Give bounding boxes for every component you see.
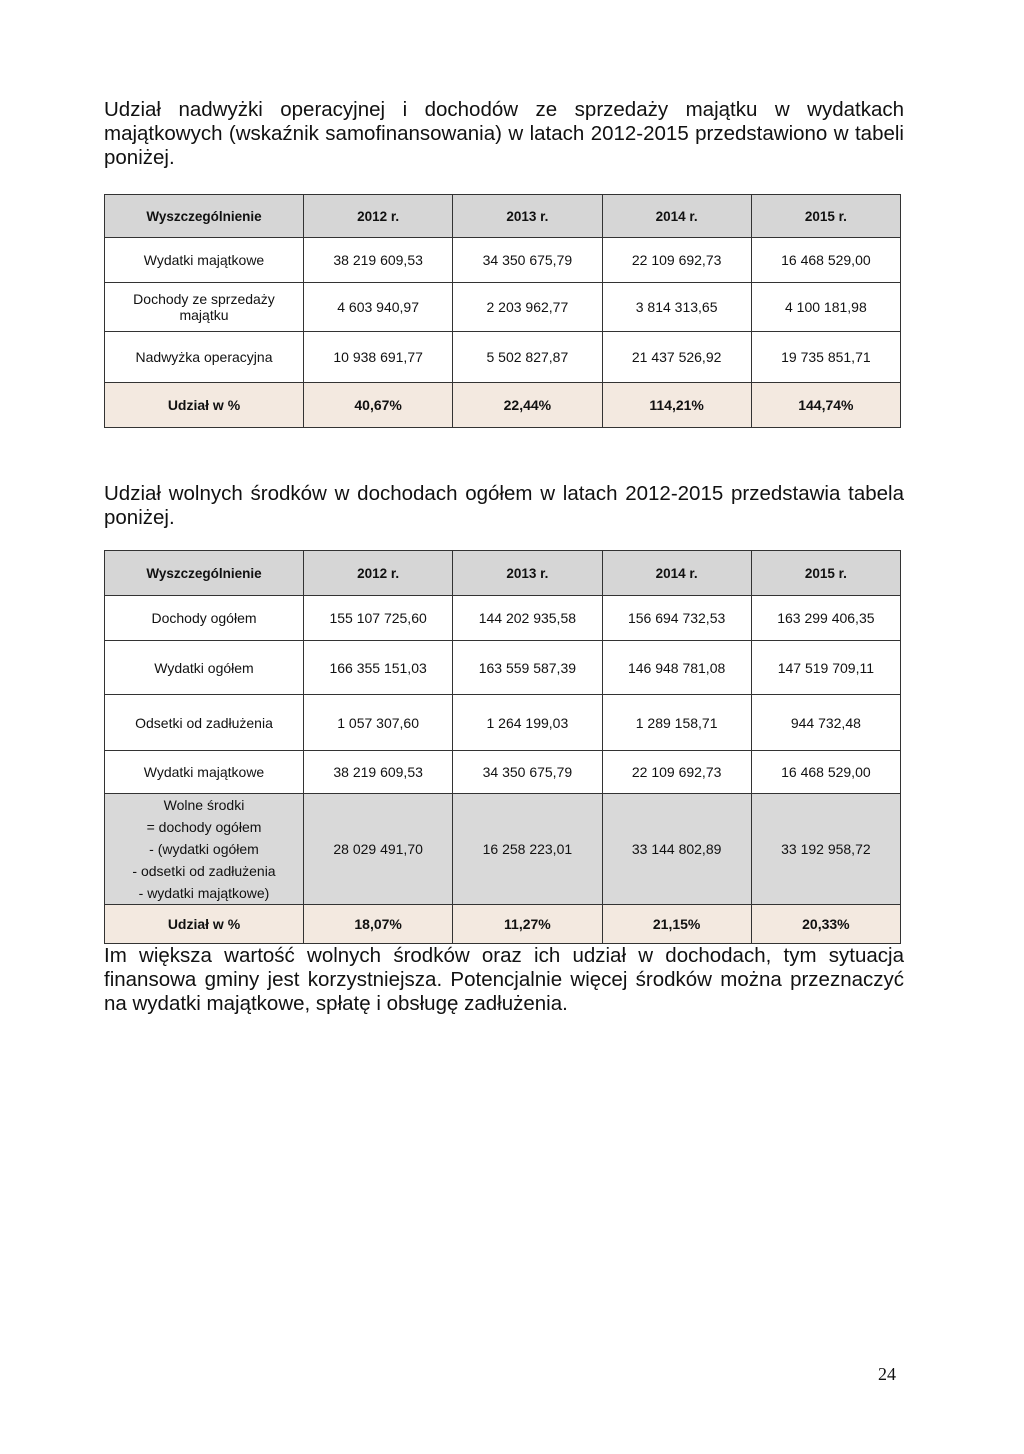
value-cell: 21 437 526,92 xyxy=(602,332,751,383)
share-row xyxy=(105,905,901,944)
value-cell: 1 289 158,71 xyxy=(602,695,751,751)
value-cell: 944 732,48 xyxy=(751,695,900,751)
table-row xyxy=(105,596,901,641)
page-number: 24 xyxy=(878,1364,896,1384)
header-cell: 2015 r. xyxy=(751,551,900,596)
value-cell: 34 350 675,79 xyxy=(453,751,602,794)
share-value: 21,15% xyxy=(602,905,751,944)
row-label: Dochody ze sprzedaży majątku xyxy=(105,283,304,332)
table-row xyxy=(105,751,901,794)
row-label: Wydatki majątkowe xyxy=(105,751,304,794)
header-cell: Wyszczególnienie xyxy=(105,551,304,596)
share-value: 18,07% xyxy=(304,905,453,944)
row-label: Wydatki ogółem xyxy=(105,641,304,695)
value-cell: 1 057 307,60 xyxy=(304,695,453,751)
value-cell: 3 814 313,65 xyxy=(602,283,751,332)
value-cell: 146 948 781,08 xyxy=(602,641,751,695)
value-cell: 38 219 609,53 xyxy=(304,238,453,283)
value-cell: 156 694 732,53 xyxy=(602,596,751,641)
header-cell: 2015 r. xyxy=(751,195,900,238)
table-row xyxy=(105,238,901,283)
header-cell: 2013 r. xyxy=(453,195,602,238)
table-row xyxy=(105,641,901,695)
value-cell: 10 938 691,77 xyxy=(304,332,453,383)
value-cell: 163 299 406,35 xyxy=(751,596,900,641)
value-cell: 34 350 675,79 xyxy=(453,238,602,283)
value-cell: 22 109 692,73 xyxy=(602,238,751,283)
share-value: 114,21% xyxy=(602,383,751,428)
value-cell: 4 100 181,98 xyxy=(751,283,900,332)
share-label: Udział w % xyxy=(105,905,304,944)
table-header-row xyxy=(105,551,901,596)
share-value: 144,74% xyxy=(751,383,900,428)
value-cell: 38 219 609,53 xyxy=(304,751,453,794)
table-row xyxy=(105,332,901,383)
value-cell: 19 735 851,71 xyxy=(751,332,900,383)
share-label: Udział w % xyxy=(105,383,304,428)
value-cell: 1 264 199,03 xyxy=(453,695,602,751)
header-cell: 2014 r. xyxy=(602,195,751,238)
value-cell: 5 502 827,87 xyxy=(453,332,602,383)
value-cell: 28 029 491,70 xyxy=(304,794,453,905)
header-cell: 2012 r. xyxy=(304,195,453,238)
row-label: Wydatki majątkowe xyxy=(105,238,304,283)
free-funds-table xyxy=(104,550,901,944)
self-financing-table xyxy=(104,194,901,428)
row-label: Nadwyżka operacyjna xyxy=(105,332,304,383)
value-cell: 16 258 223,01 xyxy=(453,794,602,905)
share-value: 11,27% xyxy=(453,905,602,944)
value-cell: 33 144 802,89 xyxy=(602,794,751,905)
value-cell: 16 468 529,00 xyxy=(751,238,900,283)
value-cell: 144 202 935,58 xyxy=(453,596,602,641)
header-cell: 2012 r. xyxy=(304,551,453,596)
value-cell: 155 107 725,60 xyxy=(304,596,453,641)
value-cell: 4 603 940,97 xyxy=(304,283,453,332)
share-value: 20,33% xyxy=(751,905,900,944)
table-row xyxy=(105,283,901,332)
share-value: 40,67% xyxy=(304,383,453,428)
header-cell: Wyszczególnienie xyxy=(105,195,304,238)
value-cell: 2 203 962,77 xyxy=(453,283,602,332)
intro-paragraph-table1: Udział nadwyżki operacyjnej i dochodów ze sprzedaży majątku w wydatkach majątkowych (wskaźnik samofinansowania) w latach 2012-2015 przedstawiono w tabeli poniżej. xyxy=(104,98,904,169)
share-value: 22,44% xyxy=(453,383,602,428)
value-cell: 22 109 692,73 xyxy=(602,751,751,794)
value-cell: 33 192 958,72 xyxy=(751,794,900,905)
conclusion-paragraph: Im większa wartość wolnych środków oraz ich udział w dochodach, tym sytuacja finansowa gminy jest korzystniejsza. Potencjalnie więcej środków można przeznaczyć na wydatki majątkowe, spłatę i obsługę zadłużenia. xyxy=(104,944,904,1015)
header-cell: 2013 r. xyxy=(453,551,602,596)
value-cell: 163 559 587,39 xyxy=(453,641,602,695)
free-funds-label: Wolne środki = dochody ogółem - (wydatki ogółem - odsetki od zadłużenia - wydatki majątkowe) xyxy=(105,794,304,905)
value-cell: 147 519 709,11 xyxy=(751,641,900,695)
header-cell: 2014 r. xyxy=(602,551,751,596)
table-header-row xyxy=(105,195,901,238)
row-label: Odsetki od zadłużenia xyxy=(105,695,304,751)
value-cell: 16 468 529,00 xyxy=(751,751,900,794)
free-funds-row xyxy=(105,794,901,905)
value-cell: 166 355 151,03 xyxy=(304,641,453,695)
intro-paragraph-table2: Udział wolnych środków w dochodach ogółem w latach 2012-2015 przedstawia tabela poniżej. xyxy=(104,482,904,529)
table-row xyxy=(105,695,901,751)
row-label: Dochody ogółem xyxy=(105,596,304,641)
share-row xyxy=(105,383,901,428)
